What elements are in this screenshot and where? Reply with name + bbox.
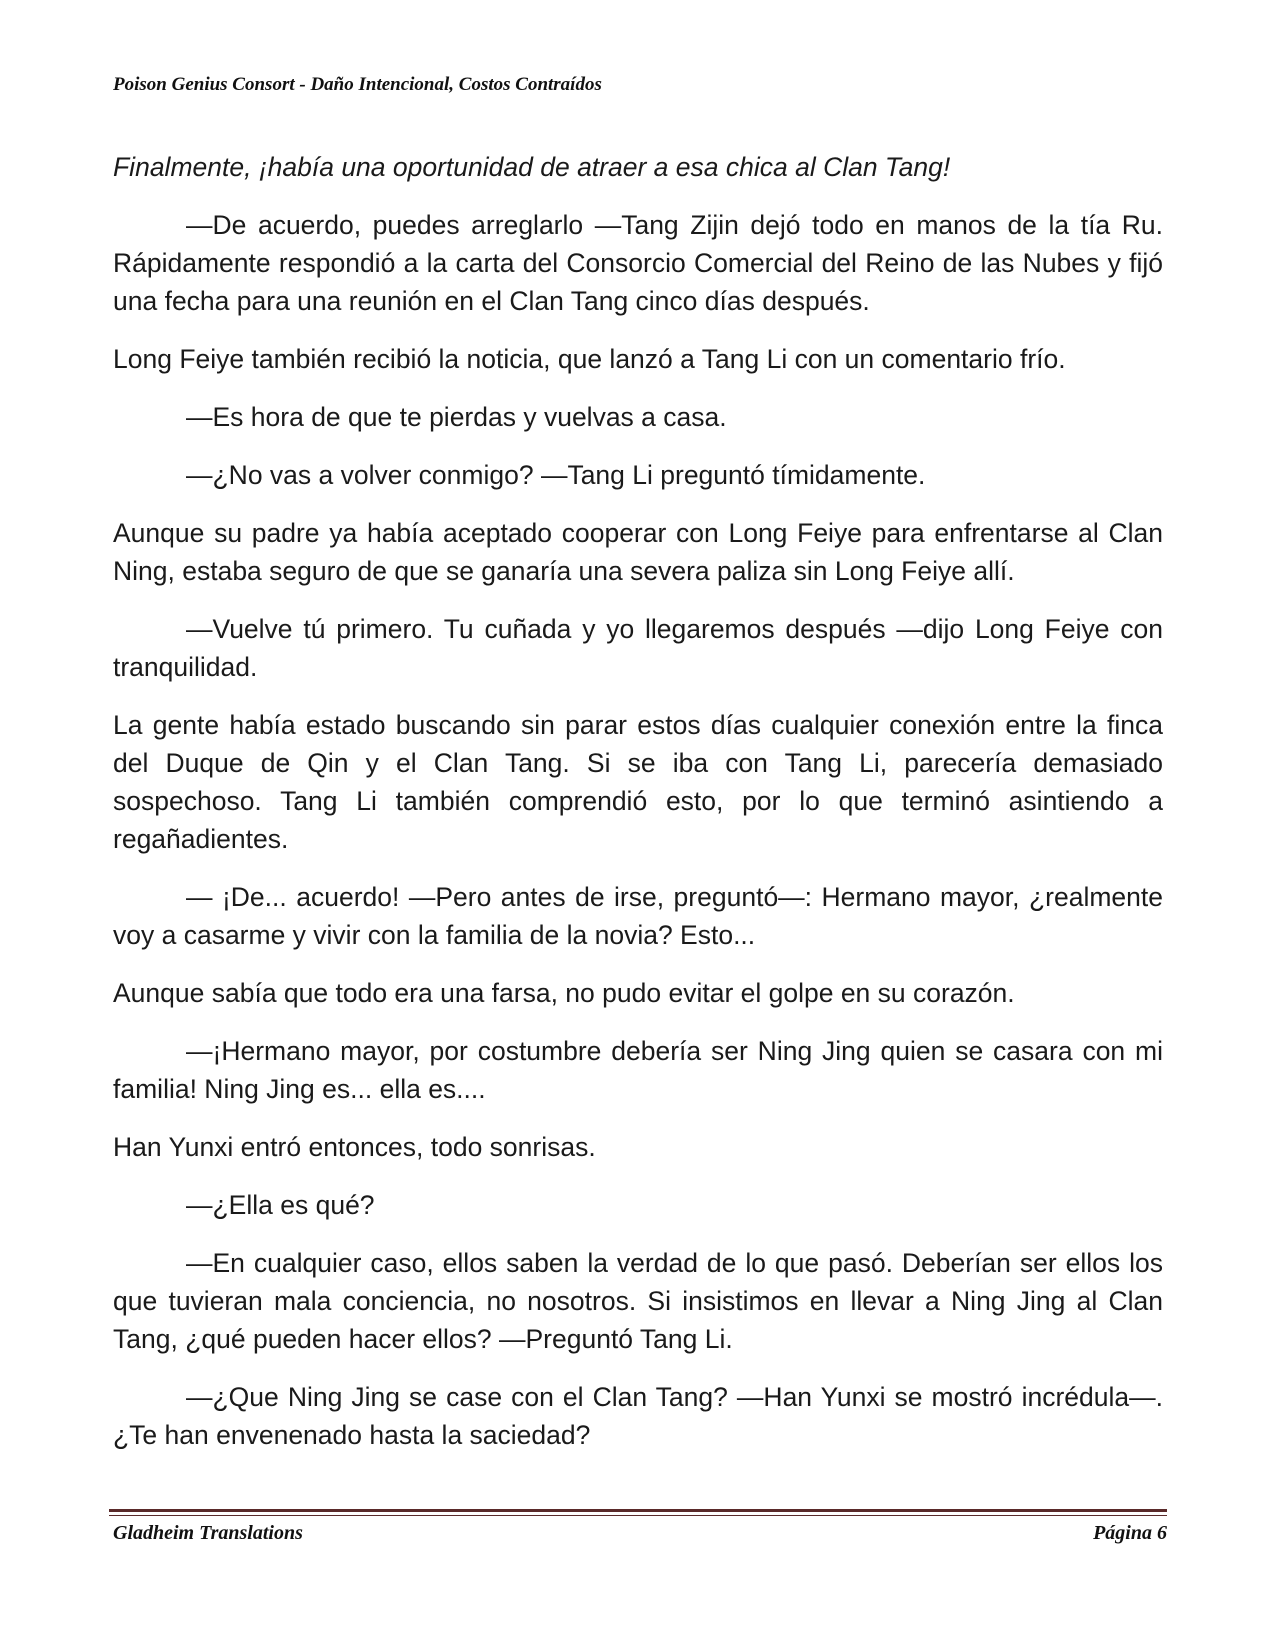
paragraph: — ¡De... acuerdo! —Pero antes de irse, preguntó—: Hermano mayor, ¿realmente voy a casarme y vivir con la familia de la novia? Esto... [113, 882, 1163, 950]
running-header: Poison Genius Consort - Daño Intencional, Costos Contraídos [113, 74, 602, 95]
paragraph: La gente había estado buscando sin parar estos días cualquier conexión entre la finca del Duque de Qin y el Clan Tang. Si se iba con Tang Li, parecería demasiado sospechoso. Tang Li también comprendió esto, por lo que terminó asintiendo a regañadientes. [113, 710, 1163, 854]
paragraph: Aunque su padre ya había aceptado cooperar con Long Feiye para enfrentarse al Clan Ning, estaba seguro de que se ganaría una severa paliza sin Long Feiye allí. [113, 518, 1163, 586]
paragraph: —Vuelve tú primero. Tu cuñada y yo llegaremos después —dijo Long Feiye con tranquilidad. [113, 614, 1163, 682]
paragraph: Finalmente, ¡había una oportunidad de atraer a esa chica al Clan Tang! [113, 152, 951, 182]
paragraph: —De acuerdo, puedes arreglarlo —Tang Zijin dejó todo en manos de la tía Ru. Rápidamente respondió a la carta del Consorcio Comercial del Reino de las Nubes y fijó una fecha para una reunión en el Clan Tang cinco días después. [113, 210, 1163, 316]
footer-divider-thin [109, 1515, 1167, 1516]
paragraph: —¿Que Ning Jing se case con el Clan Tang? —Han Yunxi se mostró incrédula—. ¿Te han envenenado hasta la saciedad? [113, 1382, 1163, 1450]
paragraph: Han Yunxi entró entonces, todo sonrisas. [113, 1132, 596, 1162]
paragraph: Long Feiye también recibió la noticia, que lanzó a Tang Li con un comentario frío. [113, 344, 1066, 374]
paragraph: —Es hora de que te pierdas y vuelvas a casa. [186, 402, 727, 432]
paragraph: Aunque sabía que todo era una farsa, no pudo evitar el golpe en su corazón. [113, 978, 1015, 1008]
footer-publisher: Gladheim Translations [113, 1522, 303, 1544]
footer-divider [109, 1509, 1167, 1512]
body-text [113, 148, 1163, 1474]
page-number: Página 6 [1093, 1522, 1167, 1544]
paragraph: —¿Ella es qué? [186, 1190, 375, 1220]
paragraph: —¿No vas a volver conmigo? —Tang Li preguntó tímidamente. [186, 460, 926, 490]
paragraph: —En cualquier caso, ellos saben la verdad de lo que pasó. Deberían ser ellos los que tuvieran mala conciencia, no nosotros. Si insistimos en llevar a Ning Jing al Clan Tang, ¿qué pueden hacer ellos? —Preguntó Tang Li. [113, 1248, 1163, 1354]
paragraph: —¡Hermano mayor, por costumbre debería ser Ning Jing quien se casara con mi familia! Ning Jing es... ella es.... [113, 1036, 1163, 1104]
